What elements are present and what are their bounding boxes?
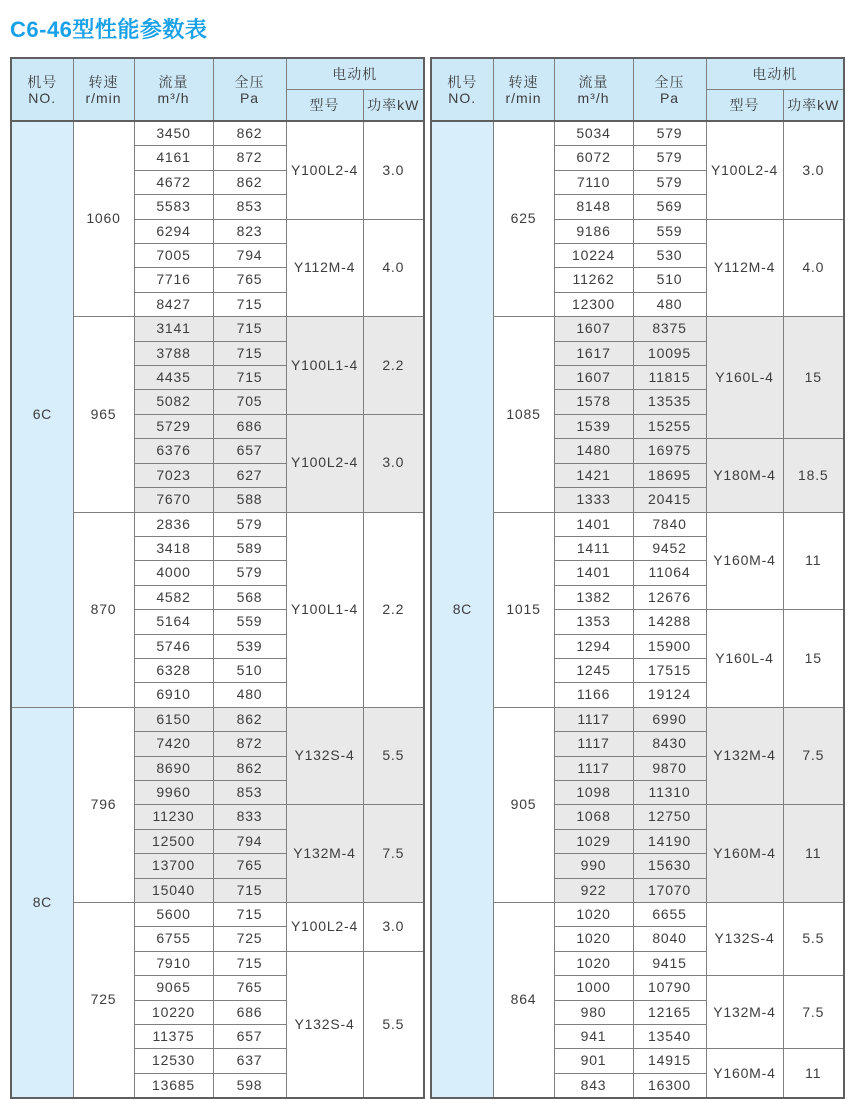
pressure-cell: 12676 bbox=[633, 585, 706, 609]
pressure-cell: 579 bbox=[633, 146, 706, 170]
pressure-cell: 657 bbox=[213, 439, 286, 463]
motor-model-cell: Y100L2-4 bbox=[286, 414, 363, 512]
header-machine-no bbox=[11, 58, 73, 121]
motor-power-cell: 5.5 bbox=[363, 951, 424, 1098]
flow-cell: 1166 bbox=[554, 683, 633, 707]
flow-cell: 11230 bbox=[134, 805, 213, 829]
pressure-cell: 20415 bbox=[633, 488, 706, 512]
pressure-cell: 579 bbox=[633, 170, 706, 194]
flow-cell: 3450 bbox=[134, 121, 213, 146]
motor-power-cell: 7.5 bbox=[783, 976, 844, 1049]
flow-cell: 1020 bbox=[554, 951, 633, 975]
motor-power-cell: 4.0 bbox=[783, 219, 844, 317]
header-speed bbox=[73, 58, 134, 121]
header-machine-no bbox=[431, 58, 493, 121]
header-speed bbox=[493, 58, 554, 121]
pressure-cell: 7840 bbox=[633, 512, 706, 536]
motor-power-cell: 3.0 bbox=[783, 121, 844, 219]
pressure-cell: 14190 bbox=[633, 829, 706, 853]
motor-power-cell: 7.5 bbox=[363, 805, 424, 903]
flow-cell: 1353 bbox=[554, 610, 633, 634]
pressure-cell: 510 bbox=[633, 268, 706, 292]
pressure-cell: 9870 bbox=[633, 756, 706, 780]
header-pressure bbox=[633, 58, 706, 121]
table-row bbox=[431, 707, 844, 731]
flow-cell: 7716 bbox=[134, 268, 213, 292]
pressure-cell: 11064 bbox=[633, 561, 706, 585]
pressure-cell: 715 bbox=[213, 878, 286, 902]
pressure-cell: 9415 bbox=[633, 951, 706, 975]
motor-model-cell: Y132S-4 bbox=[286, 951, 363, 1098]
flow-cell: 1294 bbox=[554, 634, 633, 658]
table-row bbox=[431, 903, 844, 927]
motor-power-cell: 4.0 bbox=[363, 219, 424, 317]
motor-power-cell: 15 bbox=[783, 610, 844, 708]
header-machine-no-line1: 机号 bbox=[27, 73, 58, 90]
machine-no-cell: 8C bbox=[431, 121, 493, 1098]
pressure-cell: 17070 bbox=[633, 878, 706, 902]
table-row bbox=[431, 317, 844, 341]
pressure-cell: 579 bbox=[213, 512, 286, 536]
pressure-cell: 9452 bbox=[633, 536, 706, 560]
flow-cell: 1333 bbox=[554, 488, 633, 512]
flow-cell: 12300 bbox=[554, 292, 633, 316]
pressure-cell: 833 bbox=[213, 805, 286, 829]
flow-cell: 8427 bbox=[134, 292, 213, 316]
table-row bbox=[11, 707, 424, 731]
flow-cell: 13685 bbox=[134, 1073, 213, 1098]
pressure-cell: 627 bbox=[213, 463, 286, 487]
motor-model-cell: Y100L2-4 bbox=[286, 121, 363, 219]
flow-cell: 1411 bbox=[554, 536, 633, 560]
header-motor-model: 型号 bbox=[286, 90, 363, 122]
motor-power-cell: 2.2 bbox=[363, 317, 424, 415]
pressure-cell: 14288 bbox=[633, 610, 706, 634]
motor-model-cell: Y100L1-4 bbox=[286, 317, 363, 415]
pressure-cell: 715 bbox=[213, 903, 286, 927]
pressure-cell: 715 bbox=[213, 341, 286, 365]
flow-cell: 1607 bbox=[554, 366, 633, 390]
flow-cell: 1607 bbox=[554, 317, 633, 341]
flow-cell: 4435 bbox=[134, 366, 213, 390]
header-speed-line1: 转速 bbox=[88, 73, 119, 90]
header-speed-line2: r/min bbox=[505, 89, 542, 106]
header-speed-line1: 转速 bbox=[508, 73, 539, 90]
flow-cell: 922 bbox=[554, 878, 633, 902]
tables-container bbox=[10, 57, 841, 1099]
flow-cell: 5583 bbox=[134, 195, 213, 219]
flow-cell: 10224 bbox=[554, 244, 633, 268]
flow-cell: 1401 bbox=[554, 561, 633, 585]
flow-cell: 1617 bbox=[554, 341, 633, 365]
flow-cell: 1480 bbox=[554, 439, 633, 463]
pressure-cell: 13535 bbox=[633, 390, 706, 414]
motor-model-cell: Y160M-4 bbox=[706, 512, 783, 610]
flow-cell: 5600 bbox=[134, 903, 213, 927]
motor-power-cell: 11 bbox=[783, 1049, 844, 1098]
header-flow bbox=[554, 58, 633, 121]
table-header bbox=[11, 58, 424, 121]
pressure-cell: 715 bbox=[213, 366, 286, 390]
flow-cell: 7420 bbox=[134, 732, 213, 756]
flow-cell: 6376 bbox=[134, 439, 213, 463]
flow-cell: 4000 bbox=[134, 561, 213, 585]
pressure-cell: 686 bbox=[213, 414, 286, 438]
flow-cell: 843 bbox=[554, 1073, 633, 1098]
pressure-cell: 12750 bbox=[633, 805, 706, 829]
flow-cell: 5164 bbox=[134, 610, 213, 634]
flow-cell: 8148 bbox=[554, 195, 633, 219]
flow-cell: 1401 bbox=[554, 512, 633, 536]
pressure-cell: 598 bbox=[213, 1073, 286, 1098]
motor-power-cell: 5.5 bbox=[783, 903, 844, 976]
pressure-cell: 530 bbox=[633, 244, 706, 268]
flow-cell: 980 bbox=[554, 1000, 633, 1024]
pressure-cell: 15900 bbox=[633, 634, 706, 658]
motor-model-cell: Y180M-4 bbox=[706, 439, 783, 512]
pressure-cell: 16300 bbox=[633, 1073, 706, 1098]
pressure-cell: 686 bbox=[213, 1000, 286, 1024]
pressure-cell: 705 bbox=[213, 390, 286, 414]
flow-cell: 11375 bbox=[134, 1025, 213, 1049]
table-row bbox=[11, 121, 424, 146]
pressure-cell: 11310 bbox=[633, 780, 706, 804]
flow-cell: 9065 bbox=[134, 976, 213, 1000]
pressure-cell: 8040 bbox=[633, 927, 706, 951]
flow-cell: 7110 bbox=[554, 170, 633, 194]
header-motor-power: 功率kW bbox=[783, 90, 844, 122]
table-body-right bbox=[431, 121, 844, 1098]
flow-cell: 8690 bbox=[134, 756, 213, 780]
table-row bbox=[431, 512, 844, 536]
flow-cell: 6150 bbox=[134, 707, 213, 731]
flow-cell: 11262 bbox=[554, 268, 633, 292]
table-header bbox=[431, 58, 844, 121]
speed-cell: 796 bbox=[73, 707, 134, 902]
flow-cell: 4582 bbox=[134, 585, 213, 609]
pressure-cell: 559 bbox=[633, 219, 706, 243]
flow-cell: 1245 bbox=[554, 658, 633, 682]
flow-cell: 7023 bbox=[134, 463, 213, 487]
pressure-cell: 480 bbox=[213, 683, 286, 707]
header-flow-line1: 流量 bbox=[158, 73, 189, 90]
speed-cell: 870 bbox=[73, 512, 134, 707]
motor-model-cell: Y100L2-4 bbox=[286, 903, 363, 952]
header-pressure-line1: 全压 bbox=[654, 73, 685, 90]
flow-cell: 15040 bbox=[134, 878, 213, 902]
header-pressure-line2: Pa bbox=[659, 89, 680, 106]
pressure-cell: 588 bbox=[213, 488, 286, 512]
motor-power-cell: 2.2 bbox=[363, 512, 424, 707]
flow-cell: 5082 bbox=[134, 390, 213, 414]
motor-power-cell: 7.5 bbox=[783, 707, 844, 805]
pressure-cell: 765 bbox=[213, 268, 286, 292]
pressure-cell: 14915 bbox=[633, 1049, 706, 1073]
flow-cell: 7910 bbox=[134, 951, 213, 975]
motor-model-cell: Y100L1-4 bbox=[286, 512, 363, 707]
header-flow-line1: 流量 bbox=[578, 73, 609, 90]
pressure-cell: 6655 bbox=[633, 903, 706, 927]
pressure-cell: 862 bbox=[213, 121, 286, 146]
pressure-cell: 862 bbox=[213, 707, 286, 731]
flow-cell: 1029 bbox=[554, 829, 633, 853]
pressure-cell: 872 bbox=[213, 732, 286, 756]
pressure-cell: 657 bbox=[213, 1025, 286, 1049]
flow-cell: 1020 bbox=[554, 927, 633, 951]
header-motor: 电动机 bbox=[706, 58, 844, 90]
page-title: C6-46型性能参数表 bbox=[10, 17, 208, 42]
pressure-cell: 17515 bbox=[633, 658, 706, 682]
motor-model-cell: Y132M-4 bbox=[706, 707, 783, 805]
motor-power-cell: 5.5 bbox=[363, 707, 424, 805]
flow-cell: 4161 bbox=[134, 146, 213, 170]
pressure-cell: 853 bbox=[213, 780, 286, 804]
motor-model-cell: Y160M-4 bbox=[706, 805, 783, 903]
pressure-cell: 559 bbox=[213, 610, 286, 634]
pressure-cell: 637 bbox=[213, 1049, 286, 1073]
motor-model-cell: Y160L-4 bbox=[706, 610, 783, 708]
flow-cell: 1382 bbox=[554, 585, 633, 609]
speed-cell: 1085 bbox=[493, 317, 554, 512]
speed-cell: 725 bbox=[73, 903, 134, 1099]
flow-cell: 1117 bbox=[554, 732, 633, 756]
pressure-cell: 8375 bbox=[633, 317, 706, 341]
pressure-cell: 579 bbox=[213, 561, 286, 585]
pressure-cell: 823 bbox=[213, 219, 286, 243]
speed-cell: 1060 bbox=[73, 121, 134, 317]
pressure-cell: 15630 bbox=[633, 854, 706, 878]
flow-cell: 1117 bbox=[554, 707, 633, 731]
flow-cell: 2836 bbox=[134, 512, 213, 536]
motor-power-cell: 3.0 bbox=[363, 414, 424, 512]
flow-cell: 5034 bbox=[554, 121, 633, 146]
pressure-cell: 715 bbox=[213, 317, 286, 341]
motor-model-cell: Y132M-4 bbox=[286, 805, 363, 903]
pressure-cell: 11815 bbox=[633, 366, 706, 390]
pressure-cell: 15255 bbox=[633, 414, 706, 438]
pressure-cell: 715 bbox=[213, 951, 286, 975]
motor-model-cell: Y132S-4 bbox=[286, 707, 363, 805]
table-row bbox=[11, 317, 424, 341]
table-body-left bbox=[11, 121, 424, 1098]
motor-model-cell: Y160M-4 bbox=[706, 1049, 783, 1098]
pressure-cell: 10095 bbox=[633, 341, 706, 365]
pressure-cell: 765 bbox=[213, 976, 286, 1000]
speed-cell: 1015 bbox=[493, 512, 554, 707]
pressure-cell: 539 bbox=[213, 634, 286, 658]
header-flow-line2: m³/h bbox=[157, 89, 190, 106]
motor-model-cell: Y132S-4 bbox=[706, 903, 783, 976]
motor-power-cell: 15 bbox=[783, 317, 844, 439]
pressure-cell: 862 bbox=[213, 170, 286, 194]
header-pressure-line1: 全压 bbox=[234, 73, 265, 90]
pressure-cell: 19124 bbox=[633, 683, 706, 707]
flow-cell: 6910 bbox=[134, 683, 213, 707]
pressure-cell: 862 bbox=[213, 756, 286, 780]
table-row bbox=[11, 903, 424, 927]
pressure-cell: 480 bbox=[633, 292, 706, 316]
pressure-cell: 13540 bbox=[633, 1025, 706, 1049]
pressure-cell: 872 bbox=[213, 146, 286, 170]
table-row bbox=[11, 512, 424, 536]
performance-table-right bbox=[430, 57, 845, 1099]
pressure-cell: 12165 bbox=[633, 1000, 706, 1024]
pressure-cell: 10790 bbox=[633, 976, 706, 1000]
flow-cell: 3788 bbox=[134, 341, 213, 365]
pressure-cell: 6990 bbox=[633, 707, 706, 731]
flow-cell: 901 bbox=[554, 1049, 633, 1073]
header-machine-no-line1: 机号 bbox=[447, 73, 478, 90]
pressure-cell: 510 bbox=[213, 658, 286, 682]
speed-cell: 905 bbox=[493, 707, 554, 902]
pressure-cell: 725 bbox=[213, 927, 286, 951]
flow-cell: 9186 bbox=[554, 219, 633, 243]
flow-cell: 1098 bbox=[554, 780, 633, 804]
pressure-cell: 579 bbox=[633, 121, 706, 146]
header-machine-no-line2: NO. bbox=[28, 89, 57, 106]
pressure-cell: 16975 bbox=[633, 439, 706, 463]
machine-no-cell: 8C bbox=[11, 707, 73, 1098]
pressure-cell: 794 bbox=[213, 244, 286, 268]
flow-cell: 9960 bbox=[134, 780, 213, 804]
flow-cell: 6755 bbox=[134, 927, 213, 951]
flow-cell: 5746 bbox=[134, 634, 213, 658]
motor-model-cell: Y100L2-4 bbox=[706, 121, 783, 219]
header-speed-line2: r/min bbox=[85, 89, 122, 106]
header-pressure-line2: Pa bbox=[239, 89, 260, 106]
flow-cell: 4672 bbox=[134, 170, 213, 194]
flow-cell: 6328 bbox=[134, 658, 213, 682]
flow-cell: 990 bbox=[554, 854, 633, 878]
speed-cell: 625 bbox=[493, 121, 554, 317]
motor-power-cell: 11 bbox=[783, 805, 844, 903]
flow-cell: 12500 bbox=[134, 829, 213, 853]
header-motor-model: 型号 bbox=[706, 90, 783, 122]
flow-cell: 6072 bbox=[554, 146, 633, 170]
motor-model-cell: Y160L-4 bbox=[706, 317, 783, 439]
flow-cell: 3141 bbox=[134, 317, 213, 341]
table-row bbox=[431, 121, 844, 146]
flow-cell: 7670 bbox=[134, 488, 213, 512]
flow-cell: 12530 bbox=[134, 1049, 213, 1073]
motor-model-cell: Y112M-4 bbox=[286, 219, 363, 317]
pressure-cell: 18695 bbox=[633, 463, 706, 487]
flow-cell: 1068 bbox=[554, 805, 633, 829]
flow-cell: 3418 bbox=[134, 536, 213, 560]
flow-cell: 13700 bbox=[134, 854, 213, 878]
motor-model-cell: Y132M-4 bbox=[706, 976, 783, 1049]
pressure-cell: 715 bbox=[213, 292, 286, 316]
pressure-cell: 8430 bbox=[633, 732, 706, 756]
pressure-cell: 794 bbox=[213, 829, 286, 853]
header-flow-line2: m³/h bbox=[577, 89, 610, 106]
pressure-cell: 568 bbox=[213, 585, 286, 609]
flow-cell: 1539 bbox=[554, 414, 633, 438]
flow-cell: 1020 bbox=[554, 903, 633, 927]
header-machine-no-line2: NO. bbox=[448, 89, 477, 106]
flow-cell: 1000 bbox=[554, 976, 633, 1000]
header-pressure bbox=[213, 58, 286, 121]
pressure-cell: 765 bbox=[213, 854, 286, 878]
header-motor: 电动机 bbox=[286, 58, 424, 90]
speed-cell: 864 bbox=[493, 903, 554, 1099]
performance-table-left bbox=[10, 57, 425, 1099]
machine-no-cell: 6C bbox=[11, 121, 73, 707]
pressure-cell: 589 bbox=[213, 536, 286, 560]
pressure-cell: 853 bbox=[213, 195, 286, 219]
motor-power-cell: 18.5 bbox=[783, 439, 844, 512]
speed-cell: 965 bbox=[73, 317, 134, 512]
motor-power-cell: 3.0 bbox=[363, 903, 424, 952]
header-flow bbox=[134, 58, 213, 121]
header-motor-power: 功率kW bbox=[363, 90, 424, 122]
flow-cell: 7005 bbox=[134, 244, 213, 268]
pressure-cell: 569 bbox=[633, 195, 706, 219]
flow-cell: 1578 bbox=[554, 390, 633, 414]
motor-power-cell: 3.0 bbox=[363, 121, 424, 219]
motor-power-cell: 11 bbox=[783, 512, 844, 610]
flow-cell: 1117 bbox=[554, 756, 633, 780]
motor-model-cell: Y112M-4 bbox=[706, 219, 783, 317]
flow-cell: 6294 bbox=[134, 219, 213, 243]
flow-cell: 10220 bbox=[134, 1000, 213, 1024]
flow-cell: 5729 bbox=[134, 414, 213, 438]
flow-cell: 1421 bbox=[554, 463, 633, 487]
flow-cell: 941 bbox=[554, 1025, 633, 1049]
